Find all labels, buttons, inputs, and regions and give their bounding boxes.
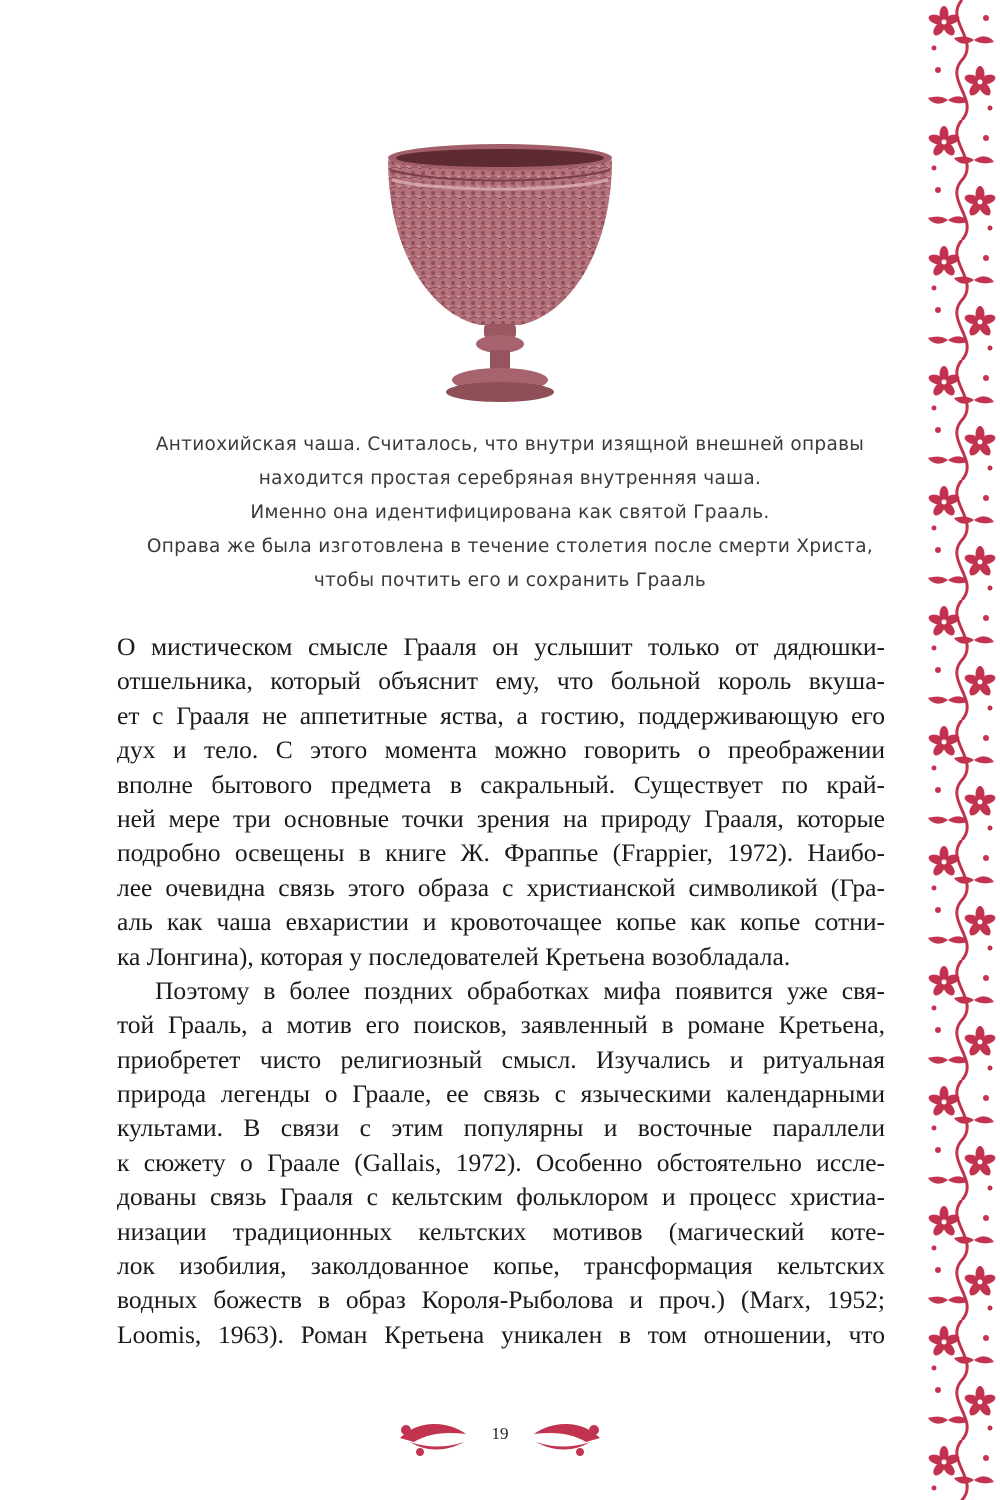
text-line: низации традиционных кельтских мотивов (магический коте- [117, 1216, 885, 1246]
text-line: той Грааль, а мотив его поисков, заявленный в романе Кретьена, [117, 1010, 885, 1040]
text-line: дух и тело. С этого момента можно говорить о преображении [117, 735, 885, 765]
text-line: ней мере три основные точки зрения на природу Грааля, которые [117, 803, 885, 833]
caption-line: Оправа же была изготовлена в течение столетия после смерти Христа, [146, 536, 874, 557]
text-line: лее очевидна связь этого образа с христианской символикой (Гра- [117, 872, 885, 902]
text-line: О мистическом смысле Грааля он услышит только от дядюшки- [117, 632, 885, 661]
page-number: 19 [491, 1424, 509, 1443]
text-line: водных божеств в образ Короля-Рыболова и проч.) (Marx, 1952; [117, 1285, 885, 1315]
caption-line: чтобы почтить его и сохранить Грааль [313, 570, 707, 591]
caption-line: Антиохийская чаша. Считалось, что внутри изящной внешней оправы [155, 434, 865, 455]
chalice-image [380, 140, 620, 410]
text-line: лок изобилия, заколдованное копье, трансформация кельтских [117, 1251, 885, 1281]
text-line: ка Лонгина), которая у последователей Кретьена возобладала. [117, 941, 791, 971]
text-line: вполне бытового предмета в сакральный. Существует по край- [117, 769, 885, 799]
text-line: к сюжету о Граале (Gallais, 1972). Особенно обстоятельно иссле- [117, 1147, 885, 1177]
text-line: природа легенды о Граале, ее связь с языческими календарными [117, 1079, 885, 1109]
figure-caption [110, 428, 910, 598]
body-text [117, 630, 885, 1352]
caption-line: находится простая серебряная внутренняя чаша. [258, 468, 762, 489]
text-line: аль как чаша евхаристии и кровоточащее копье как копье сотни- [117, 907, 885, 937]
text-line: ет с Грааля не аппетитные яства, а гостию, поддерживающую его [117, 700, 885, 730]
text-line: отшельника, который объяснит ему, что больной король вкуша- [117, 666, 885, 696]
text-line: Loomis, 1963). Роман Кретьена уникален в том отношении, что [117, 1319, 885, 1349]
text-line: дованы связь Грааля с кельтским фольклором и процесс христиа- [117, 1182, 885, 1212]
text-line: Поэтому в более поздних обработках мифа появится уже свя- [155, 975, 885, 1005]
text-line: приобретет чисто религиозный смысл. Изучались и ритуальная [117, 1044, 885, 1074]
text-line: подробно освещены в книге Ж. Фраппье (Frappier, 1972). Наибо- [117, 838, 885, 868]
text-line: культами. В связи с этим популярны и восточные параллели [117, 1113, 885, 1143]
caption-line: Именно она идентифицирована как святой Грааль. [250, 502, 770, 523]
floral-border-ornament [924, 0, 1000, 1500]
